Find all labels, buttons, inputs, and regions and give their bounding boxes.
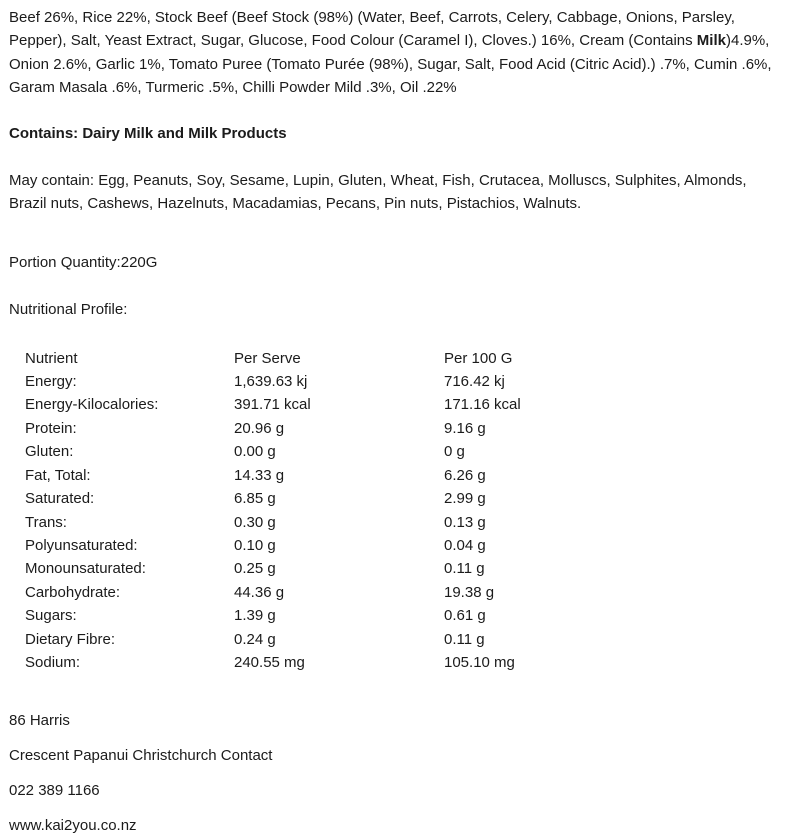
address-line-2: Crescent Papanui Christchurch Contact xyxy=(9,747,273,765)
address-line-1: 86 Harris xyxy=(9,712,70,730)
per-100g-cell: 105.10 mg xyxy=(444,653,515,671)
per-serve-cell: 0.24 g xyxy=(234,630,276,648)
table-row xyxy=(25,464,781,487)
per-100g-cell: 0.04 g xyxy=(444,536,486,554)
per-100g-cell: 171.16 kcal xyxy=(444,396,521,414)
per-serve-cell: 1.39 g xyxy=(234,607,276,625)
per-100g-cell: 9.16 g xyxy=(444,419,486,437)
per-100g-cell: 0.13 g xyxy=(444,513,486,531)
per-serve-cell: 0.10 g xyxy=(234,536,276,554)
per-serve-cell: 240.55 mg xyxy=(234,653,305,671)
header-per-100g: Per 100 G xyxy=(444,349,513,367)
per-serve-cell: 1,639.63 kj xyxy=(234,373,308,391)
per-100g-cell: 0.11 g xyxy=(444,560,485,578)
table-row xyxy=(25,557,781,580)
nutrient-name-cell: Trans: xyxy=(25,513,67,531)
per-100g-cell: 19.38 g xyxy=(444,583,495,601)
table-row xyxy=(25,604,781,627)
per-100g-cell: 6.26 g xyxy=(444,466,486,484)
contains-statement: Contains: Dairy Milk and Milk Products xyxy=(9,124,287,142)
portion-quantity: Portion Quantity:220G xyxy=(9,253,158,271)
per-100g-cell: 716.42 kj xyxy=(444,373,505,391)
per-serve-cell: 0.00 g xyxy=(234,443,276,461)
nutrient-name-cell: Saturated: xyxy=(25,490,95,508)
may-contain-statement: May contain: Egg, Peanuts, Soy, Sesame, Lupin, Gluten, Wheat, Fish, Crutacea, Molluscs, Sulphites, Almonds, Brazil nuts, Cashews, Hazelnuts, Macadamias, Pecans, Pin nuts, Pistachios, Walnuts. xyxy=(9,172,747,213)
per-100g-cell: 0 g xyxy=(444,443,465,461)
header-per-serve: Per Serve xyxy=(234,349,301,367)
table-row xyxy=(25,534,781,557)
nutrient-name-cell: Gluten: xyxy=(25,443,74,461)
table-row xyxy=(25,440,781,463)
per-100g-cell: 0.11 g xyxy=(444,630,485,648)
nutritional-profile-title: Nutritional Profile: xyxy=(9,301,128,319)
table-row xyxy=(25,511,781,534)
per-serve-cell: 44.36 g xyxy=(234,583,285,601)
nutrient-name-cell: Protein: xyxy=(25,419,77,437)
nutrition-table xyxy=(25,347,781,675)
table-header-row xyxy=(25,347,781,370)
table-row xyxy=(25,651,781,674)
nutrient-name-cell: Polyunsaturated: xyxy=(25,536,138,554)
table-row xyxy=(25,370,781,393)
nutrient-name-cell: Monounsaturated: xyxy=(25,560,146,578)
table-row xyxy=(25,487,781,510)
allergen-bold-milk: Milk xyxy=(696,32,726,50)
ingredients-text-before-milk: Beef 26%, Rice 22%, Stock Beef (Beef Stock (98%) (Water, Beef, Carrots, Celery, Cabbage, Onions, Parsley, Pepper), Salt, Yeast Extract, Sugar, Glucose, Food Colour (Caramel I), Cloves.) 16%, Cream (Contains xyxy=(9,9,735,50)
per-serve-cell: 0.25 g xyxy=(234,560,276,578)
nutrition-table-body xyxy=(25,370,781,674)
website-url: www.kai2you.co.nz xyxy=(9,817,137,835)
table-row xyxy=(25,628,781,651)
per-100g-cell: 2.99 g xyxy=(444,490,486,508)
nutrient-name-cell: Energy-Kilocalories: xyxy=(25,396,159,414)
table-row xyxy=(25,581,781,604)
per-serve-cell: 391.71 kcal xyxy=(234,396,311,414)
per-serve-cell: 6.85 g xyxy=(234,490,276,508)
contact-phone: 022 389 1166 xyxy=(9,782,100,800)
nutrient-name-cell: Energy: xyxy=(25,373,77,391)
per-serve-cell: 0.30 g xyxy=(234,513,276,531)
nutrient-name-cell: Fat, Total: xyxy=(25,466,91,484)
header-nutrient: Nutrient xyxy=(25,349,78,367)
nutrient-name-cell: Sugars: xyxy=(25,607,77,625)
table-row xyxy=(25,417,781,440)
per-serve-cell: 14.33 g xyxy=(234,466,285,484)
nutrient-name-cell: Sodium: xyxy=(25,653,81,671)
per-100g-cell: 0.61 g xyxy=(444,607,486,625)
nutrient-name-cell: Dietary Fibre: xyxy=(25,630,116,648)
per-serve-cell: 20.96 g xyxy=(234,419,285,437)
table-row xyxy=(25,393,781,416)
ingredients-paragraph xyxy=(9,6,781,100)
ingredients-text-after-milk: )4.9%, Onion 2.6%, Garlic 1%, Tomato Puree (Tomato Purée (98%), Sugar, Salt, Food Acid (Citric Acid).) .7%, Cumin .6%, Garam Masala .6%, Turmeric .5%, Chilli Powder Mild .3%, Oil .22% xyxy=(9,32,772,97)
nutrient-name-cell: Carbohydrate: xyxy=(25,583,121,601)
